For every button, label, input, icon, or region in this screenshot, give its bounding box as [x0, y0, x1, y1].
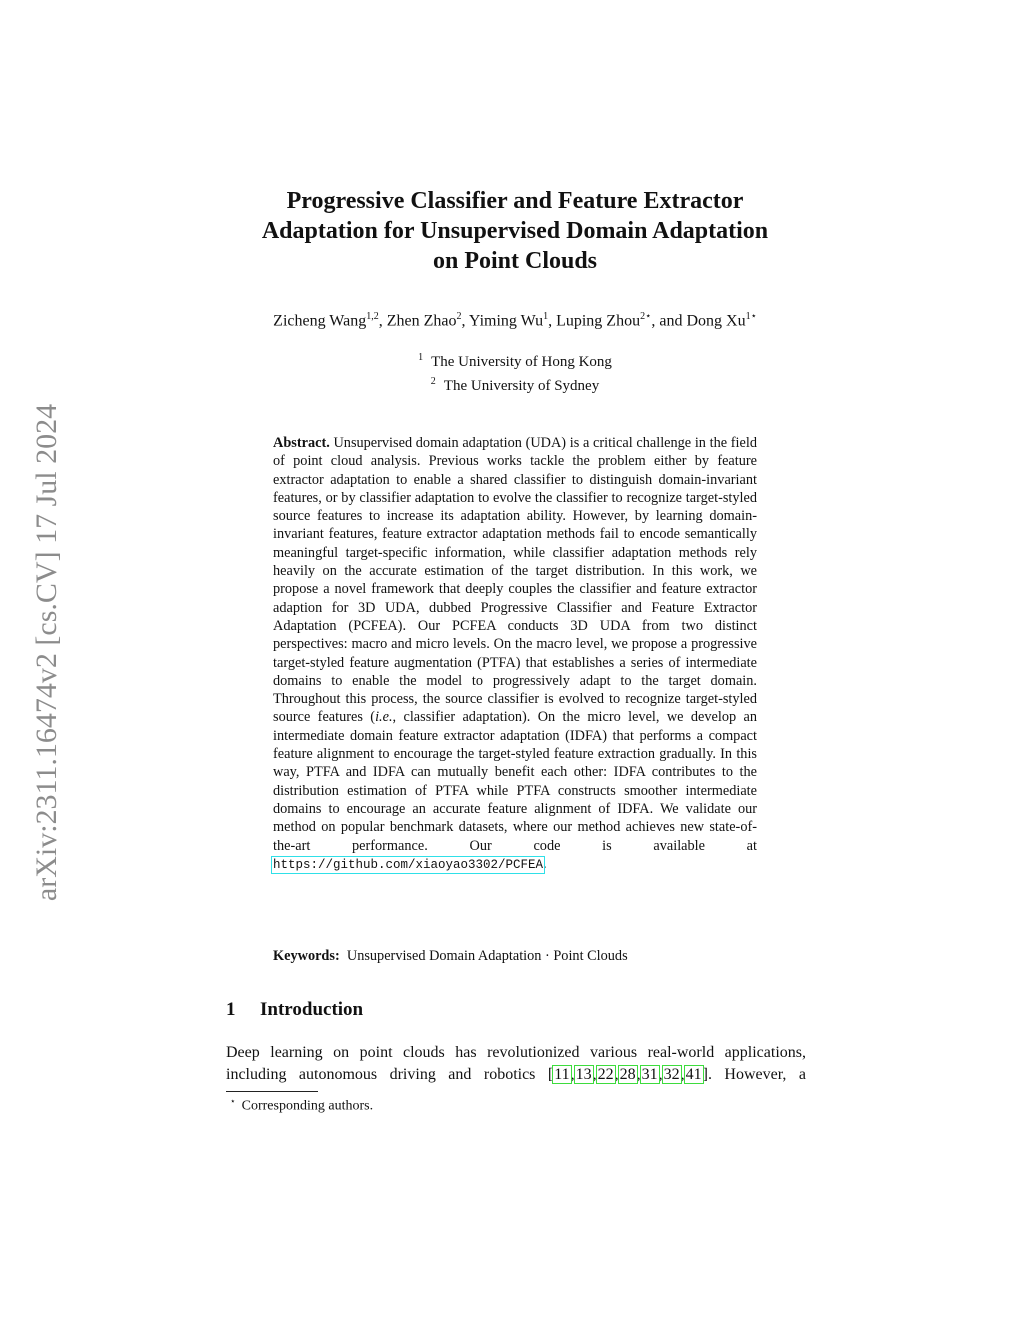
title-line: Adaptation for Unsupervised Domain Adaptation — [261, 218, 769, 244]
abstract-text: Unsupervised domain adaptation (UDA) is a critical challenge in the field of point cloud analysis. Previous works tackle the problem either by feature extractor adaptation to enable a shared classifier to distinguish domain-invariant features, or by classifier adaptation to evolve the classifier to recognize target-styled source features to increase its adaptation ability. However, by learning domain-invariant features, feature extractor adaptation methods fail to encode semantically meaningful target-specific information, while classifier adaptation methods rely heavily on the accurate estimation of the target distribution. In this work, we propose a novel framework that deeply couples the classifier and feature extractor adaption for 3D UDA, dubbed Progressive Classifier and Feature Extractor Adaptation (PCFEA). Our PCFEA conducts 3D UDA from two distinct perspectives: macro and micro levels. On the macro level, we propose a progressive target-styled feature augmentation (PTFA) that establishes a series of intermediate domains to enable the model to progressively adapt to the target domain. Throughout this process, the source classifier is evolved to recognize target-styled source features ( — [273, 435, 757, 726]
author-name: Zhen Zhao — [386, 312, 457, 330]
footnote — [226, 1096, 806, 1115]
affiliation-name: The University of Hong Kong — [431, 354, 612, 370]
citation-link[interactable]: 13 — [575, 1066, 592, 1083]
affiliation-line — [300, 372, 730, 396]
affiliation-list — [300, 348, 730, 396]
title-line: Progressive Classifier and Feature Extractor — [286, 188, 744, 214]
keywords-label: Keywords: — [273, 948, 340, 964]
citation-link[interactable]: 41 — [685, 1066, 702, 1083]
author-name: Yiming Wu — [468, 312, 544, 330]
citation-link[interactable]: 31 — [641, 1066, 658, 1083]
author-separator: , — [548, 312, 557, 330]
abstract-text: , classifier adaptation). On the micro level, we develop an intermediate domain feature extractor adaptation (IDFA) that performs a compact feature alignment to encourage the target-styled feature extraction gradually. In this way, PTFA and IDFA can mutually benefit each other: IDFA contributes to the distribution estimation of PTFA while PTFA constructs smoother intermediate domains to encourage an accurate feature alignment of IDFA. We validate our method on popular benchmark datasets, where our method achieves new state-of-the-art performance. Our code is available at — [273, 709, 757, 854]
arxiv-identifier-text: arXiv:2311.16474v2 [cs.CV] 17 Jul 2024 — [30, 403, 63, 902]
intro-line: Deep learning on point clouds has revolutionized various real-world applications, — [226, 1044, 806, 1061]
abstract — [273, 434, 757, 874]
citation-link[interactable]: 11 — [554, 1066, 570, 1083]
abstract-end: . — [543, 855, 547, 872]
affiliation-name: The University of Sydney — [443, 378, 600, 394]
author-affiliation-mark: 1 — [543, 311, 549, 322]
citation-link[interactable]: 32 — [663, 1066, 680, 1083]
affiliation-line — [300, 348, 730, 372]
author-affiliation-mark: 2 — [456, 311, 462, 322]
author-separator: , — [378, 312, 387, 330]
author-separator: , — [461, 312, 469, 330]
section-heading-introduction — [226, 999, 810, 1021]
affiliation-number: 1 — [418, 352, 424, 363]
arxiv-identifier-stamp — [28, 365, 66, 940]
title-line: on Point Clouds — [432, 248, 598, 274]
author-separator: , and — [651, 312, 687, 330]
code-repository-link[interactable]: https://github.com/xiaoyao3302/PCFEA — [273, 857, 544, 872]
footnote-rule — [226, 1091, 318, 1092]
author-affiliation-mark: 1,2 — [366, 311, 379, 322]
keywords-text: Unsupervised Domain Adaptation · Point Clouds — [346, 948, 628, 964]
intro-text: ]. However, a — [702, 1066, 806, 1083]
abstract-label: Abstract. — [273, 435, 330, 451]
author-affiliation-mark: 1⋆ — [745, 311, 757, 322]
section-title: Introduction — [260, 999, 364, 1020]
author-affiliation-mark: 2⋆ — [640, 311, 652, 322]
footnote-symbol: ⋆ — [230, 1096, 236, 1106]
paper-title — [200, 186, 830, 276]
section-number: 1 — [226, 999, 236, 1020]
introduction-paragraph — [226, 1042, 806, 1086]
intro-text: including autonomous driving and robotics [ — [226, 1066, 554, 1083]
author-name: Zicheng Wang — [273, 312, 367, 330]
footnote-text: Corresponding authors. — [241, 1098, 374, 1114]
author-list — [200, 311, 830, 330]
intro-line: including autonomous driving and robotics [11,13,22,28,31,32,41]. However, a — [226, 1066, 806, 1083]
author-name: Dong Xu — [686, 312, 746, 330]
citation-link[interactable]: 22 — [597, 1066, 614, 1083]
citation-link[interactable]: 28 — [619, 1066, 636, 1083]
keywords — [273, 948, 757, 965]
abstract-ie: i.e. — [375, 709, 393, 726]
author-name: Luping Zhou — [556, 312, 641, 330]
affiliation-number: 2 — [430, 376, 436, 387]
